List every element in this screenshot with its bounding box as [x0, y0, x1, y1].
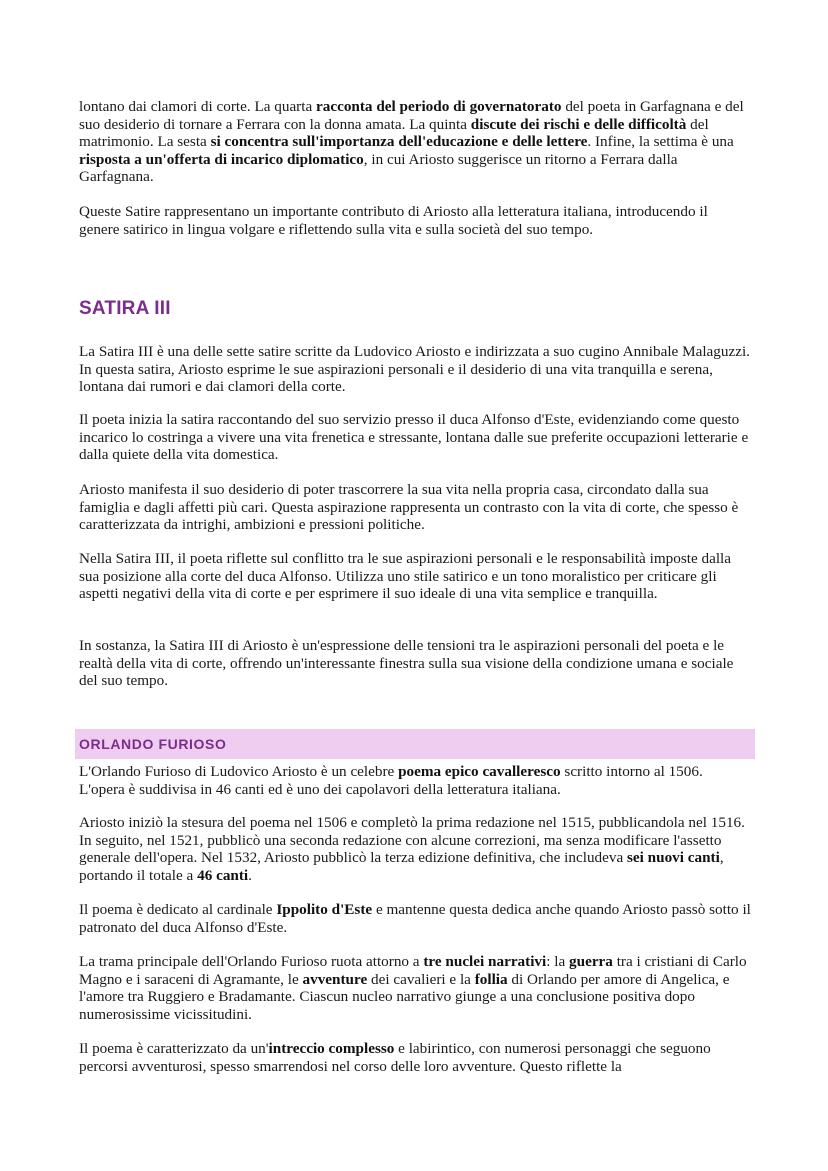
orlando-paragraph-2: Ariosto iniziò la stesura del poema nel 1506 e completò la prima redazione nel 1515, pubblicandola nel 1516. In seguito, nel 1521, pubblicò una seconda redazione con alcune correzioni, ma senza modificare l'assetto generale dell'opera. Nel 1532, Ariosto pubblicò la terza edizione definitiva, che includeva sei nuovi canti, portando il totale a 46 canti. [79, 814, 745, 884]
bold-phrase: avventure [302, 970, 368, 988]
bold-phrase: intreccio complesso [268, 1040, 395, 1057]
bold-phrase: tre nuclei narrativi [423, 953, 547, 970]
bold-phrase: poema epico cavalleresco [398, 763, 561, 780]
section-heading-satira-iii: SATIRA III [79, 298, 171, 319]
orlando-paragraph-1: L'Orlando Furioso di Ludovico Ariosto è un celebre poema epico cavalleresco scritto intorno al 1506. L'opera è suddivisa in 46 canti ed è uno dei capolavori della letteratura italiana. [79, 763, 703, 798]
satira-paragraph-3: Ariosto manifesta il suo desiderio di poter trascorrere la sua vita nella propria casa, circondato dalla sua famiglia e dagli affetti più cari. Questa aspirazione rappresenta un contrasto con la vita di corte, che spesso è caratterizzata da intrighi, ambizioni e pressioni politiche. [79, 481, 739, 533]
bold-phrase: follia [474, 970, 508, 988]
section-heading-orlando-furioso: ORLANDO FURIOSO [79, 736, 227, 752]
bold-phrase: 46 canti [197, 866, 249, 884]
satira-paragraph-5: In sostanza, la Satira III di Ariosto è un'espressione delle tensioni tra le aspirazioni personali del poeta e le realtà della vita di corte, offrendo un'interessante finestra sulla sua visione della condizione umana e sociale del suo tempo. [79, 637, 734, 689]
intro-paragraph-2: Queste Satire rappresentano un importante contributo di Ariosto alla letteratura italiana, introducendo il genere satirico in lingua volgare e riflettendo sulla vita e sulla società del suo tempo. [79, 203, 708, 238]
intro-paragraph-1: lontano dai clamori di corte. La quarta racconta del periodo di governatorato del poeta in Garfagnana e del suo desiderio di tornare a Ferrara con la donna amata. La quinta discute dei rischi e delle difficoltà del matrimonio. La sesta si concentra sull'importanza dell'educazione e delle lettere. Infine, la settima è una risposta a un'offerta di incarico diplomatico, in cui Ariosto suggerisce un ritorno a Ferrara dalla Garfagnana. [79, 98, 744, 185]
bold-phrase: discute dei rischi e delle difficoltà [470, 115, 687, 133]
bold-phrase: Ippolito d'Este [276, 901, 373, 918]
bold-phrase: guerra [569, 953, 613, 970]
orlando-paragraph-3: Il poema è dedicato al cardinale Ippolito d'Este e mantenne questa dedica anche quando Ariosto passò sotto il patronato del duca Alfonso d'Este. [79, 901, 751, 936]
orlando-paragraph-5: Il poema è caratterizzato da un'intreccio complesso e labirintico, con numerosi personaggi che seguono percorsi avventurosi, spesso smarrendosi nel corso delle loro avventure. Questo riflette la [79, 1040, 711, 1075]
satira-paragraph-1: La Satira III è una delle sette satire scritte da Ludovico Ariosto e indirizzata a suo cugino Annibale Malaguzzi. In questa satira, Ariosto esprime le sue aspirazioni personali e il desiderio di una vita tranquilla e serena, lontana dai rumori e dai clamori della corte. [79, 343, 750, 395]
satira-paragraph-2: Il poeta inizia la satira raccontando del suo servizio presso il duca Alfonso d'Este, evidenziando come questo incarico lo costringa a vivere una vita frenetica e stressante, lontana dalle sue preferite occupazioni letterarie e dalla quiete della vita domestica. [79, 411, 749, 463]
bold-phrase: risposta a un'offerta di incarico diplomatico [79, 150, 364, 168]
bold-phrase: si concentra sull'importanza dell'educazione e delle lettere [210, 133, 588, 150]
bold-phrase: racconta del periodo di governatorato [316, 98, 562, 115]
orlando-paragraph-4: La trama principale dell'Orlando Furioso ruota attorno a tre nuclei narrativi: la guerra tra i cristiani di Carlo Magno e i saraceni di Agramante, le avventure dei cavalieri e la follia di Orlando per amore di Angelica, e l'amore tra Ruggiero e Bradamante. Ciascun nucleo narrativo giunge a una conclusione positiva dopo numerosissime vicissitudini. [79, 953, 747, 1023]
satira-paragraph-4: Nella Satira III, il poeta riflette sul conflitto tra le sue aspirazioni personali e le responsabilità imposte dalla sua posizione alla corte del duca Alfonso. Utilizza uno stile satirico e un tono moralistico per criticare gli aspetti negativi della vita di corte e per esprimere il suo ideale di una vita semplice e tranquilla. [79, 550, 732, 602]
bold-phrase: sei nuovi canti [627, 849, 720, 866]
